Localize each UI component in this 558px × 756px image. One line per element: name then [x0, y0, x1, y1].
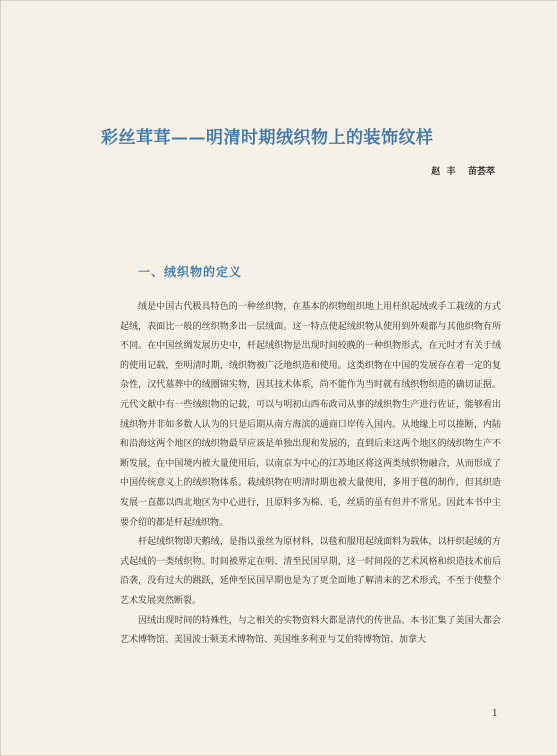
body-text	[120, 298, 501, 651]
paragraph: 绒是中国古代极具特色的一种丝织物，在基本的织物组织地上用杆织起绒或手工栽绒的方式起绒，表面比一般的丝织物多出一层绒面。这一特点使起绒织物从使用到外观都与其他织物有所不同。在中国丝绸发展历史中，杆起绒织物是出现时间较晚的一种织物形式，在元时才有关于绒的使用记载，至明清时期，绒织物被广泛地织造和使用。这类织物在中国的发展存在着一定的复杂性，汉代墓葬中的绒圈锦实物，因其技术体系，尚不能作为当时就有绒织物织造的确切证据。元代文献中有一些绒织物的记载，可以与明初山西布政司从事的绒织物生产进行佐证，能够看出绒织物并非如多数人认为的只是后期从南方海滨的通商口岸传入国内。从地缘上可以推断，内陆和沿海这两个地区的绒织物最早应该是单独出现和发展的，直到后来这两个地区的绒织物生产不断发展，在中国境内被大量使用后，以南京为中心的江苏地区将这两类绒织物融合，从而形成了中国传统意义上的绒织物体系。栽绒织物在明清时期也被大量使用，多用于毯的制作，但其织造发展一直都以西北地区为中心进行，且原料多为棉、毛，丝质的虽有但并不常见。因此本书中主要介绍的都是杆起绒织物。	[120, 302, 501, 528]
paragraph: 因绒出现时间的特殊性，与之相关的实物资料大都是清代的传世品。本书汇集了美国大都会艺术博物馆、美国波士顿美术博物馆、英国维多利亚与艾伯特博物馆、加拿大	[120, 615, 501, 646]
page-title: 彩丝茸茸——明清时期绒织物上的装饰纹样	[101, 128, 434, 148]
page-number: 1	[492, 709, 498, 719]
paragraph: 杆起绒织物即天鹅绒，是指以蚕丝为原材料，以毯和服用起绒面料为载体，以杆织起绒的方式起绒的一类绒织物。时间被界定在明、清至民国早期，这一时间段的艺术风格和织造技术前后沿袭，没有过大的跳跃，延伸至民国早期也是为了更全面地了解清末的艺术形式，不至于使整个艺术发展突然断裂。	[120, 537, 501, 606]
section-heading: 一、绒织物的定义	[138, 265, 243, 279]
author-line: 赵 丰 苗荟萃	[431, 167, 495, 177]
